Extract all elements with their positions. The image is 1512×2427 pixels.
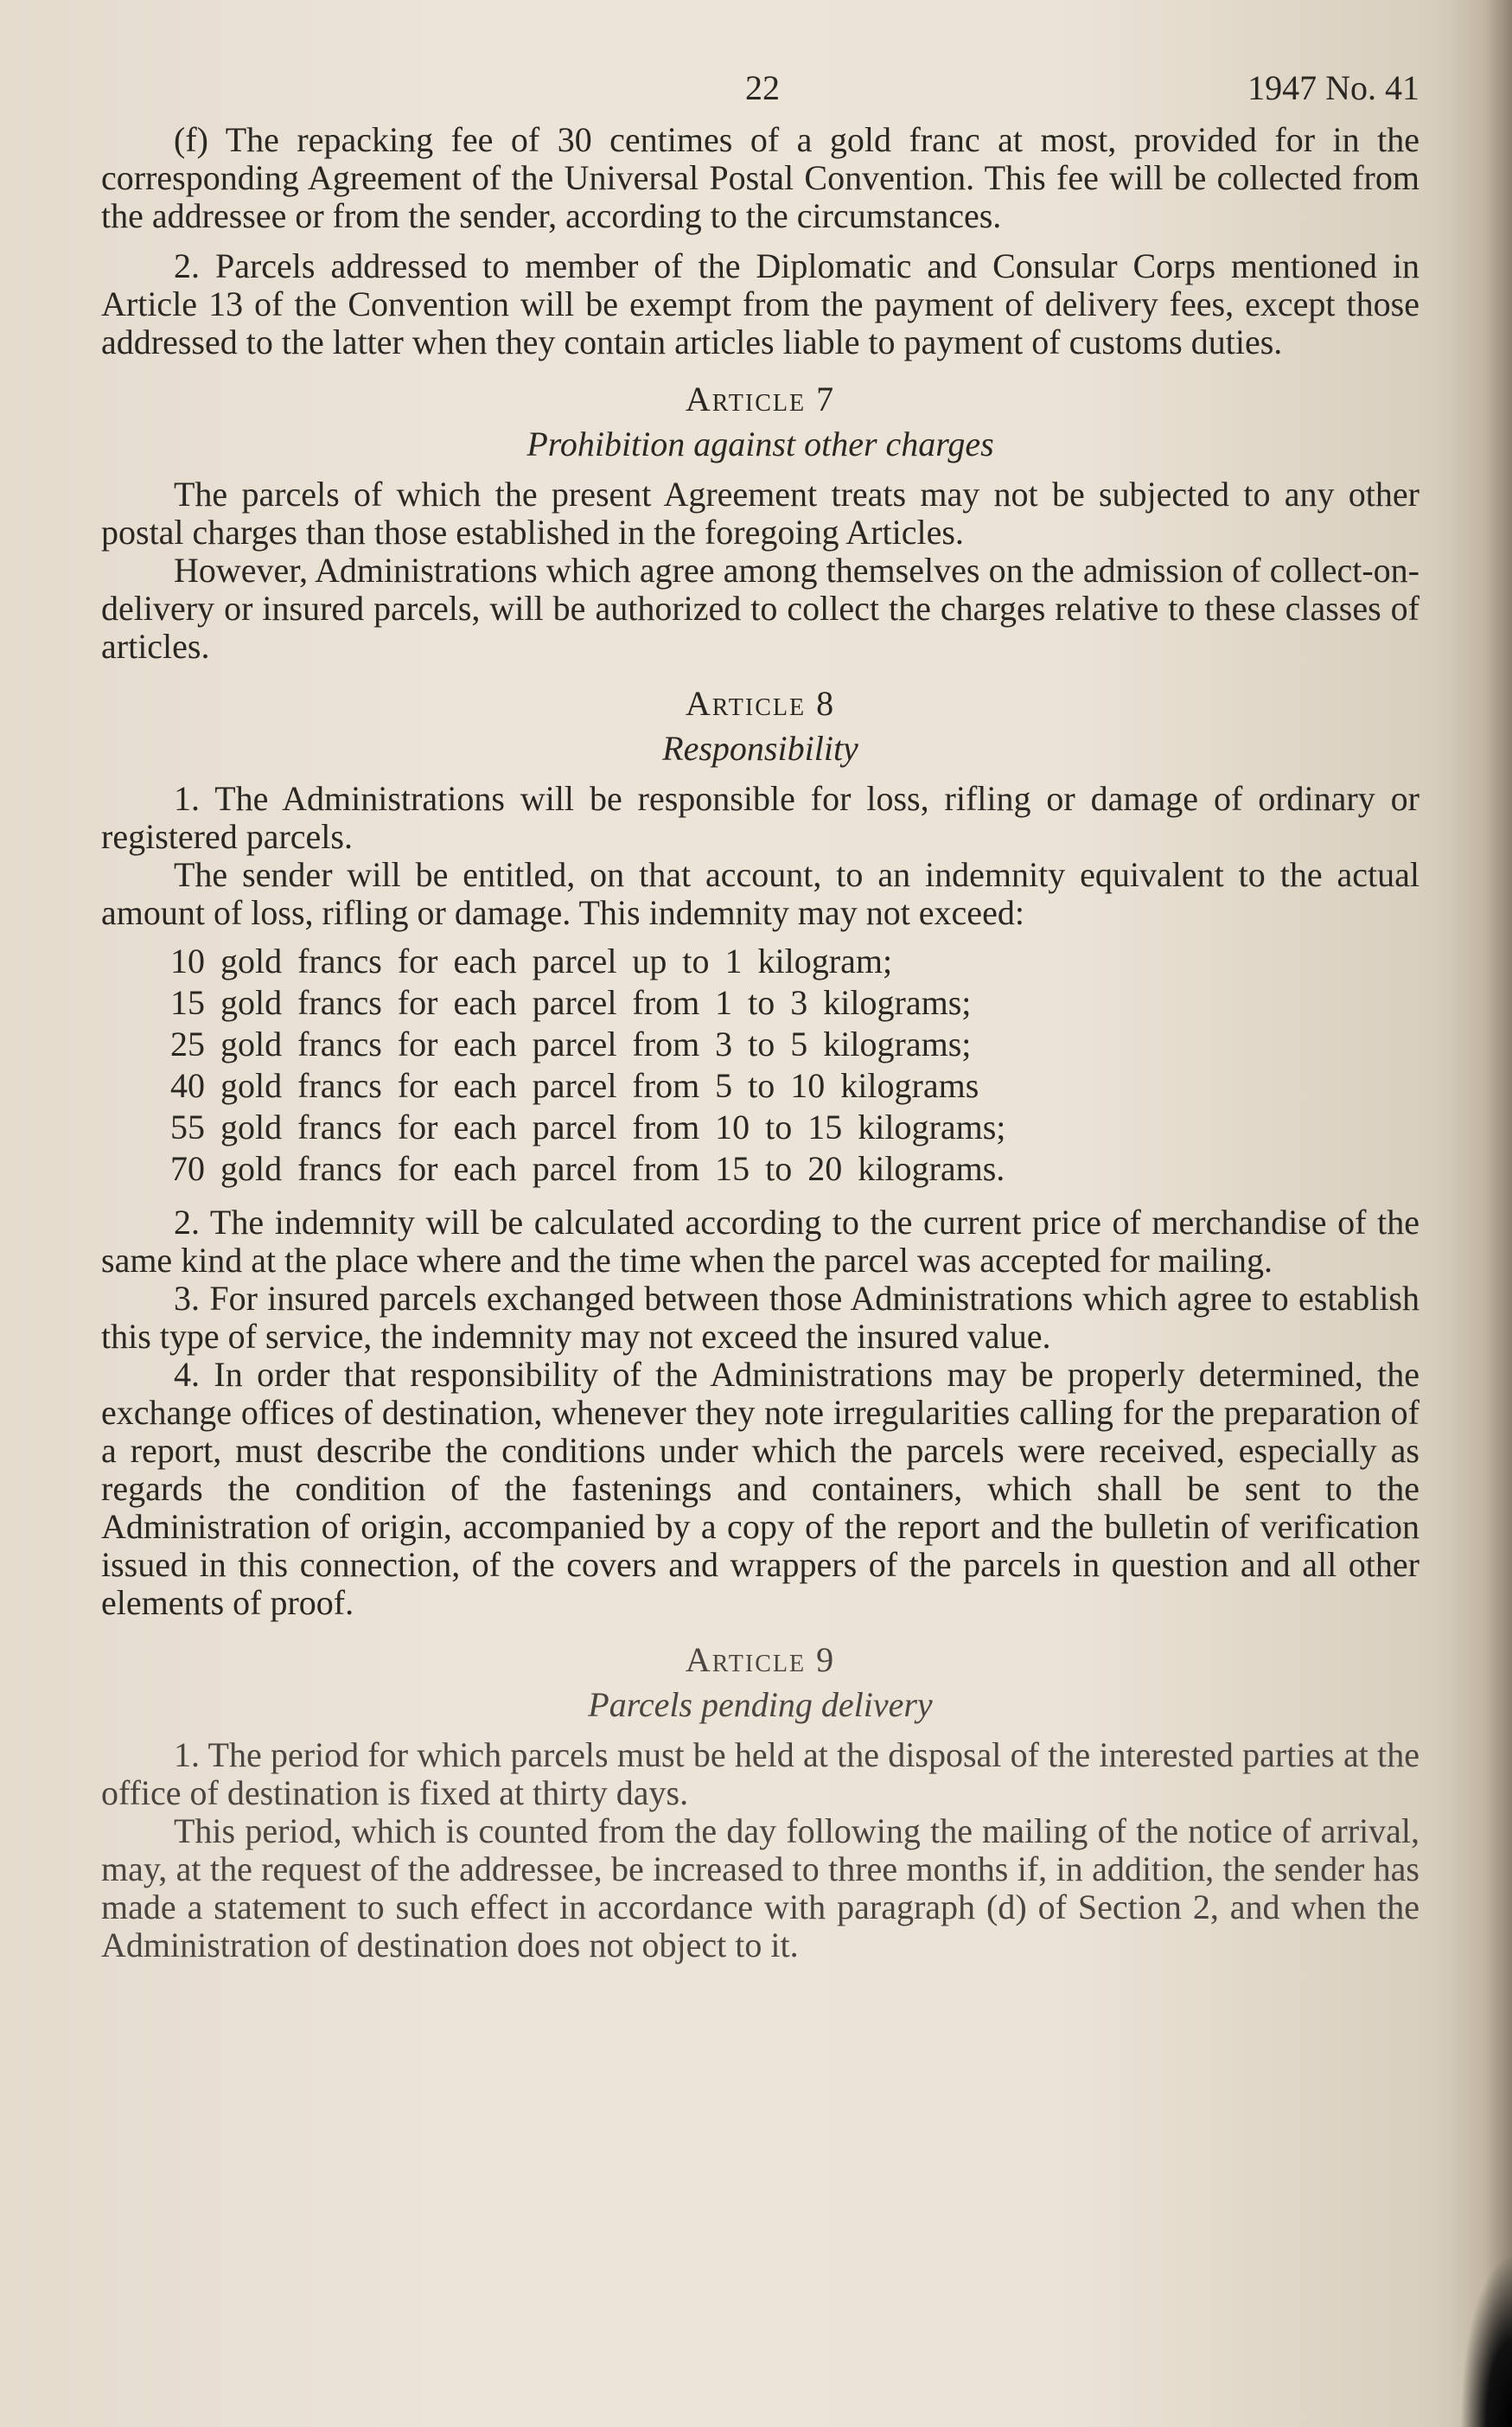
page-corner-shadow	[1460, 2254, 1512, 2427]
article-9-paragraph: This period, which is counted from the day following the mailing of the notice of arrival, may, at the request of the addressee, be increased to three months if, in addition, the sender has made a statement to such effect in accordance with paragraph (d) of Section 2, and when the Administration of destination does not object to it.	[101, 1811, 1419, 1964]
article-7-paragraph: However, Administrations which agree among themselves on the admission of collect-on-delivery or insured parcels, will be authorized to collect the charges relative to these classes of articles.	[101, 551, 1419, 666]
article-8-paragraph: 2. The indemnity will be calculated according to the current price of merchandise of the same kind at the place where and the time when the parcel was accepted for mailing.	[101, 1203, 1419, 1280]
list-item: 15 gold francs for each parcel from 1 to 3 kilograms;	[170, 983, 972, 1022]
article-8-paragraph: 3. For insured parcels exchanged between those Administrations which agree to establish this type of service, the indemnity may not exceed the insured value.	[101, 1279, 1419, 1356]
article-9-paragraph: 1. The period for which parcels must be held at the disposal of the interested parties at the office of destination is fixed at thirty days.	[101, 1735, 1419, 1812]
list-item: 55 gold francs for each parcel from 10 to 15 kilograms;	[170, 1108, 1006, 1146]
article-7-paragraph: The parcels of which the present Agreement treats may not be subjected to any other postal charges than those established in the foregoing Articles.	[101, 475, 1419, 552]
article-8-paragraph: The sender will be entitled, on that account, to an indemnity equivalent to the actual amount of loss, rifling or damage. This indemnity may not exceed:	[101, 855, 1419, 932]
list-item: 40 gold francs for each parcel from 5 to 10 kilograms	[170, 1066, 979, 1105]
list-item: 10 gold francs for each parcel up to 1 kilogram;	[170, 942, 893, 980]
paragraph-f-repacking-fee: (f) The repacking fee of 30 centimes of a gold franc at most, provided for in the corresponding Agreement of the Universal Postal Convention. This fee will be collected from the addressee or from the sender, according to the circumstances.	[101, 120, 1419, 235]
article-7-subtitle: Prohibition against other charges	[526, 425, 994, 463]
article-7-heading: Article 7	[685, 380, 836, 418]
article-9-heading: Article 9	[685, 1640, 836, 1679]
running-head: 1947 No. 41	[1247, 68, 1419, 107]
indemnity-list	[101, 941, 1419, 1190]
paragraph-diplomatic-parcels: 2. Parcels addressed to member of the Diplomatic and Consular Corps mentioned in Article 13 of the Convention will be exempt from the payment of delivery fees, except those addressed to the latter when they contain articles liable to payment of customs duties.	[101, 246, 1419, 361]
page-edge-shadow	[1451, 0, 1512, 2427]
article-8-heading: Article 8	[685, 684, 836, 723]
page-content	[101, 69, 1419, 1977]
article-8-paragraph: 1. The Administrations will be responsible for loss, rifling or damage of ordinary or registered parcels.	[101, 779, 1419, 856]
page-number: 22	[745, 68, 780, 107]
page-header	[101, 69, 1419, 121]
article-8-subtitle: Responsibility	[662, 729, 858, 768]
article-8-paragraph: 4. In order that responsibility of the Administrations may be properly determined, the exchange offices of destination, whenever they note irregularities calling for the preparation of a report, must describe the conditions under which the parcels were received, especially as regards the condition of the fastenings and containers, which shall be sent to the Administration of origin, accompanied by a copy of the report and the bulletin of verification issued in this connection, of the covers and wrappers of the parcels in question and all other elements of proof.	[101, 1355, 1419, 1622]
article-9-subtitle: Parcels pending delivery	[588, 1685, 933, 1724]
list-item: 70 gold francs for each parcel from 15 to 20 kilograms.	[170, 1149, 1005, 1188]
list-item: 25 gold francs for each parcel from 3 to 5 kilograms;	[170, 1025, 972, 1063]
